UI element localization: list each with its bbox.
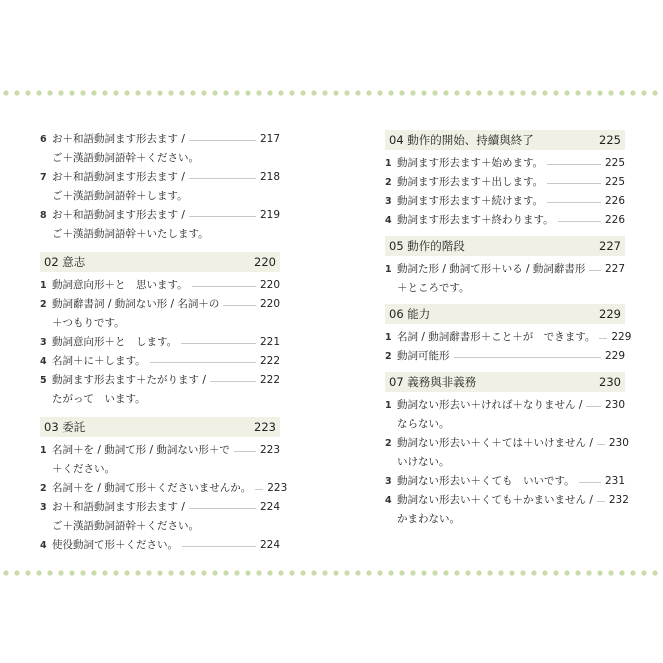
entry-page: 217 [259, 133, 280, 145]
entry-number: 2 [40, 299, 47, 310]
dot [377, 570, 382, 575]
dot-leader [223, 305, 256, 306]
section-page: 229 [599, 307, 621, 321]
dot [223, 90, 228, 95]
entry-page: 220 [259, 298, 280, 310]
dot [300, 570, 305, 575]
dot [531, 570, 536, 575]
dot [553, 570, 558, 575]
dot [509, 90, 514, 95]
dot [366, 90, 371, 95]
dot [630, 90, 635, 95]
top-dotted-border [0, 86, 663, 100]
dot [311, 570, 316, 575]
dot-leader [189, 178, 256, 179]
entry-text: お＋和語動詞ます形去ます / [52, 171, 185, 183]
dot [399, 90, 404, 95]
dot [113, 90, 118, 95]
entry-page: 219 [259, 209, 280, 221]
toc-entry[interactable] [40, 168, 280, 206]
entry-text-continued: かまわない。 [397, 513, 460, 525]
dot [421, 90, 426, 95]
entry-text-continued: ＋ところです。 [397, 282, 470, 294]
dot [179, 90, 184, 95]
entry-page: 226 [604, 214, 625, 226]
entry-text-continued: ご＋漢語動詞語幹＋いたします。 [52, 228, 209, 240]
dot [542, 90, 547, 95]
dot [25, 90, 30, 95]
toc-entry[interactable] [385, 491, 629, 529]
dot [531, 90, 536, 95]
toc-section [385, 304, 632, 366]
entry-number: 1 [385, 400, 392, 411]
dot-leader [182, 546, 256, 547]
entry-number: 1 [40, 445, 47, 456]
entry-number: 4 [385, 215, 392, 226]
dot [146, 90, 151, 95]
entry-text-continued: いけない。 [397, 456, 450, 468]
toc-section [40, 252, 280, 409]
toc-section [385, 130, 625, 230]
entry-number: 4 [40, 356, 47, 367]
dot [190, 90, 195, 95]
toc-entry[interactable] [385, 192, 625, 211]
dot [168, 570, 173, 575]
dot [3, 570, 8, 575]
dot [443, 90, 448, 95]
section-header[interactable] [385, 304, 625, 324]
dot-leader [234, 451, 256, 452]
dot-leader [547, 202, 601, 203]
section-page: 223 [254, 420, 276, 434]
dot [366, 570, 371, 575]
toc-entry[interactable] [385, 154, 625, 173]
entry-page: 232 [608, 494, 629, 506]
dot [36, 90, 41, 95]
entry-text: 名詞 / 動詞辭書形＋こと＋が できます。 [397, 331, 596, 343]
section-title: 07 義務與非義務 [389, 375, 477, 389]
entry-page: 225 [604, 157, 625, 169]
entry-page: 223 [259, 444, 280, 456]
dot [443, 570, 448, 575]
entry-page: 227 [604, 263, 625, 275]
dot [113, 570, 118, 575]
dot [58, 90, 63, 95]
toc-entry[interactable] [40, 498, 280, 536]
entry-page: 226 [604, 195, 625, 207]
entry-page: 231 [604, 475, 625, 487]
entry-text: 動詞ます形去ます＋始めます。 [397, 157, 544, 169]
entry-number: 8 [40, 210, 47, 221]
toc-entry[interactable] [40, 130, 280, 168]
dot [278, 90, 283, 95]
dot [201, 570, 206, 575]
entry-text: 動詞ない形去い＋くても いいです。 [397, 475, 575, 487]
dot [212, 90, 217, 95]
dot [498, 570, 503, 575]
dot [476, 90, 481, 95]
entry-number: 3 [385, 196, 392, 207]
dot [344, 570, 349, 575]
entry-number: 6 [40, 134, 47, 145]
dot [608, 570, 613, 575]
dot [520, 570, 525, 575]
entry-text: 動詞ます形去ます＋たがります / [52, 374, 206, 386]
dot [399, 570, 404, 575]
dot [69, 570, 74, 575]
dot [509, 570, 514, 575]
dot [245, 570, 250, 575]
dot [3, 90, 8, 95]
dot [355, 90, 360, 95]
section-title: 06 能力 [389, 307, 431, 321]
entry-text-continued: ＋ください。 [52, 463, 115, 475]
dot [333, 570, 338, 575]
dot [14, 570, 19, 575]
entry-text: 動詞ます形去ます＋出します。 [397, 176, 544, 188]
dot-leader [599, 338, 607, 339]
dot [564, 90, 569, 95]
dot [300, 90, 305, 95]
entry-number: 2 [385, 177, 392, 188]
toc-right-column [385, 130, 632, 529]
dot-leader [547, 183, 601, 184]
dot [542, 570, 547, 575]
dot [619, 90, 624, 95]
dot-leader [150, 362, 256, 363]
dot [619, 570, 624, 575]
dot [652, 570, 657, 575]
dot [641, 90, 646, 95]
dot-leader [586, 406, 601, 407]
entry-number: 3 [40, 337, 47, 348]
dot [476, 570, 481, 575]
entry-text: 動詞意向形＋と します。 [52, 336, 178, 348]
entry-page: 229 [611, 331, 632, 343]
toc-entry[interactable] [40, 206, 280, 244]
dot [487, 90, 492, 95]
dot [14, 90, 19, 95]
dot [432, 90, 437, 95]
dot [487, 570, 492, 575]
entry-text: 動詞可能形 [397, 350, 450, 362]
entry-text: お＋和語動詞ます形去ます / [52, 501, 185, 513]
dot [465, 90, 470, 95]
entry-text-continued: ＋つもりです。 [52, 317, 125, 329]
dot-leader [189, 216, 256, 217]
dot [421, 570, 426, 575]
entry-page: 218 [259, 171, 280, 183]
dot [289, 90, 294, 95]
toc-entry[interactable] [40, 295, 280, 333]
dot [201, 90, 206, 95]
bottom-dotted-border [0, 566, 663, 580]
dot [575, 570, 580, 575]
entry-number: 3 [385, 476, 392, 487]
dot [157, 570, 162, 575]
dot [58, 570, 63, 575]
section-header[interactable] [385, 130, 625, 150]
dot [641, 570, 646, 575]
entry-text: 使役動詞て形＋ください。 [52, 539, 178, 551]
entry-page: 222 [259, 355, 280, 367]
toc-entry[interactable] [385, 347, 625, 366]
dot-leader [192, 286, 256, 287]
dot-leader [558, 221, 601, 222]
dot [344, 90, 349, 95]
dot-leader [181, 343, 256, 344]
dot [289, 570, 294, 575]
dot [454, 570, 459, 575]
dot-leader [454, 357, 601, 358]
entry-text: 名詞＋を / 動詞て形＋くださいませんか。 [52, 482, 252, 494]
section-title: 02 意志 [44, 255, 86, 269]
section-header[interactable] [385, 372, 625, 392]
dot [245, 90, 250, 95]
dot [322, 90, 327, 95]
dot [47, 90, 52, 95]
toc-entry[interactable] [40, 479, 288, 498]
dot [135, 570, 140, 575]
entry-page: 225 [604, 176, 625, 188]
toc-section [385, 236, 625, 298]
dot [575, 90, 580, 95]
toc-entry[interactable] [385, 472, 625, 491]
dot [388, 570, 393, 575]
dot [234, 90, 239, 95]
entry-number: 2 [40, 483, 47, 494]
entry-text: 動詞ない形去い＋くても＋かまいません / [397, 494, 593, 506]
dot [212, 570, 217, 575]
dot [377, 90, 382, 95]
toc-section [40, 417, 288, 555]
entry-text: お＋和語動詞ます形去ます / [52, 133, 185, 145]
dot [135, 90, 140, 95]
entry-text: 名詞＋に＋します。 [52, 355, 146, 367]
entry-page: 221 [259, 336, 280, 348]
dot-leader [189, 508, 256, 509]
entry-number: 1 [40, 280, 47, 291]
dot-leader [597, 501, 605, 502]
section-page: 227 [599, 239, 621, 253]
dot [630, 570, 635, 575]
entry-page: 224 [259, 539, 280, 551]
toc-top-entries [40, 130, 280, 244]
dot [179, 570, 184, 575]
entry-text: 動詞た形 / 動詞て形＋いる / 動詞辭書形 [397, 263, 586, 275]
dot [520, 90, 525, 95]
section-page: 230 [599, 375, 621, 389]
section-header[interactable] [385, 236, 625, 256]
section-title: 05 動作的階段 [389, 239, 465, 253]
entry-text: 動詞辭書詞 / 動詞ない形 / 名詞＋の [52, 298, 220, 310]
dot-leader [589, 270, 601, 271]
dot [597, 90, 602, 95]
entry-text: 名詞＋を / 動詞て形 / 動詞ない形＋で [52, 444, 230, 456]
entry-text-continued: ご＋漢語動詞語幹＋ください。 [52, 152, 199, 164]
dot [586, 570, 591, 575]
dot [146, 570, 151, 575]
dot-leader [597, 444, 605, 445]
toc-entry[interactable] [385, 173, 625, 192]
dot [333, 90, 338, 95]
dot [36, 570, 41, 575]
entry-text: 動詞ない形去い＋ければ＋なりません / [397, 399, 583, 411]
entry-text: 動詞ます形去ます＋終わります。 [397, 214, 554, 226]
dot [465, 570, 470, 575]
entry-page: 224 [259, 501, 280, 513]
section-title: 04 動作的開始、持續與終了 [389, 133, 534, 147]
entry-page: 230 [604, 399, 625, 411]
dot [597, 570, 602, 575]
entry-text: お＋和語動詞ます形去ます / [52, 209, 185, 221]
toc-entry[interactable] [40, 441, 280, 479]
entry-text-continued: ご＋漢語動詞語幹＋します。 [52, 190, 188, 202]
toc-entry[interactable] [385, 396, 625, 434]
dot [432, 570, 437, 575]
dot [652, 90, 657, 95]
toc-entry[interactable] [40, 333, 280, 352]
entry-number: 5 [40, 375, 47, 386]
dot-leader [579, 482, 601, 483]
dot [157, 90, 162, 95]
toc-entry[interactable] [40, 276, 280, 295]
entry-number: 1 [385, 332, 392, 343]
dot [311, 90, 316, 95]
toc-entry[interactable] [40, 352, 280, 371]
entry-number: 4 [40, 540, 47, 551]
toc-entry[interactable] [385, 260, 625, 298]
toc-left-column [40, 130, 288, 555]
toc-entry[interactable] [385, 328, 632, 347]
dot [586, 90, 591, 95]
dot [410, 90, 415, 95]
dot [256, 570, 261, 575]
dot [498, 90, 503, 95]
dot [223, 570, 228, 575]
dot [410, 570, 415, 575]
dot-leader [547, 164, 601, 165]
entry-page: 230 [608, 437, 629, 449]
dot [553, 90, 558, 95]
dot [91, 90, 96, 95]
dot [256, 90, 261, 95]
section-page: 225 [599, 133, 621, 147]
dot [80, 90, 85, 95]
entry-text: 動詞ない形去い＋く＋ては＋いけません / [397, 437, 593, 449]
entry-number: 1 [385, 158, 392, 169]
toc-entry[interactable] [385, 434, 629, 472]
toc-entry[interactable] [40, 371, 280, 409]
entry-number: 2 [385, 438, 392, 449]
entry-number: 4 [385, 495, 392, 506]
entry-text-continued: ならない。 [397, 418, 450, 430]
dot [102, 90, 107, 95]
section-header[interactable] [40, 252, 280, 272]
section-page: 220 [254, 255, 276, 269]
entry-text-continued: ご＋漢語動詞語幹＋ください。 [52, 520, 199, 532]
dot [267, 90, 272, 95]
dot [355, 570, 360, 575]
dot [322, 570, 327, 575]
dot [69, 90, 74, 95]
dot [278, 570, 283, 575]
toc-entry[interactable] [385, 211, 625, 230]
entry-text: 動詞ます形去ます＋続けます。 [397, 195, 544, 207]
entry-text: 動詞意向形＋と 思います。 [52, 279, 188, 291]
entry-page: 229 [604, 350, 625, 362]
dot [234, 570, 239, 575]
entry-number: 3 [40, 502, 47, 513]
entry-number: 2 [385, 351, 392, 362]
entry-page: 222 [259, 374, 280, 386]
dot [454, 90, 459, 95]
entry-number: 7 [40, 172, 47, 183]
dot [267, 570, 272, 575]
dot [47, 570, 52, 575]
entry-page: 223 [267, 482, 288, 494]
section-title: 03 委託 [44, 420, 86, 434]
dot [91, 570, 96, 575]
toc-section [385, 372, 629, 529]
dot-leader [255, 489, 263, 490]
dot [124, 90, 129, 95]
dot [608, 90, 613, 95]
dot-leader [189, 140, 256, 141]
dot [388, 90, 393, 95]
dot [190, 570, 195, 575]
dot [124, 570, 129, 575]
dot [102, 570, 107, 575]
dot [80, 570, 85, 575]
entry-page: 220 [259, 279, 280, 291]
dot [25, 570, 30, 575]
entry-text-continued: たがって います。 [52, 393, 146, 405]
dot [564, 570, 569, 575]
dot-leader [210, 381, 256, 382]
section-header[interactable] [40, 417, 280, 437]
entry-number: 1 [385, 264, 392, 275]
toc-entry[interactable] [40, 536, 280, 555]
dot [168, 90, 173, 95]
